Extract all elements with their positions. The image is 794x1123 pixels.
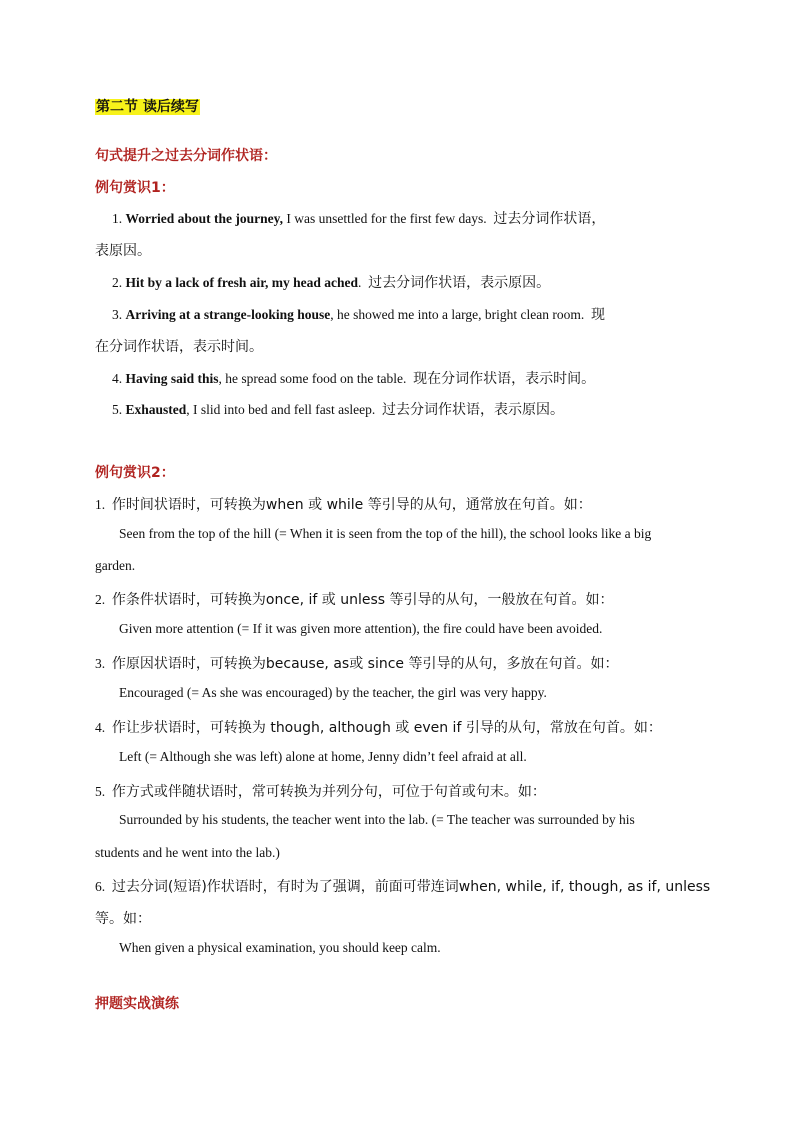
rule-text: 作条件状语时，可转换为once, if 或 unless 等引导的从句，一般放在句首。如： <box>111 592 614 608</box>
rule-text: 过去分词(短语)作状语时，有时为了强调，前面可带连词when, while, if, though, as if, unless <box>111 879 711 895</box>
rule-6 <box>95 876 710 896</box>
item-number: 1. <box>112 211 123 226</box>
example-bold: Exhausted <box>125 402 187 417</box>
rule-number: 5. <box>95 784 106 799</box>
rule-number: 1. <box>95 497 106 512</box>
practice-heading: 押题实战演练 <box>95 996 179 1012</box>
section-title <box>95 96 200 116</box>
example-5-line <box>112 399 564 419</box>
example-2-line <box>112 272 550 292</box>
example-text: , I slid into bed and fell fast asleep. <box>186 402 376 417</box>
example-text: , he spread some food on the table. <box>218 371 407 386</box>
rule-number: 4. <box>95 720 106 735</box>
rule-5-example-cont: students and he went into the lab.) <box>95 845 280 860</box>
rule-1 <box>95 494 592 514</box>
example-bold: Arriving at a strange-looking house <box>125 307 331 322</box>
example-4-line <box>112 368 595 388</box>
appreciation2-heading: 例句赏识2： <box>95 465 175 481</box>
rule-2 <box>95 589 614 609</box>
item-number: 5. <box>112 402 123 417</box>
example-note: 过去分词作状语， <box>493 211 606 227</box>
example-note: 过去分词作状语，表示原因。 <box>368 275 551 291</box>
rule-6-cont: 等。如： <box>95 911 151 927</box>
rule-5 <box>95 781 546 801</box>
rule-number: 6. <box>95 879 106 894</box>
example-3-note-cont: 在分词作状语，表示时间。 <box>95 339 263 355</box>
example-text: I was unsettled for the first few days. <box>283 211 487 226</box>
rule-text: 作时间状语时，可转换为when 或 while 等引导的从句，通常放在句首。如： <box>111 497 592 513</box>
example-bold: Hit by a lack of fresh air, my head ached <box>125 275 359 290</box>
rule-1-example-cont: garden. <box>95 558 136 573</box>
example-note: 现在分词作状语，表示时间。 <box>413 371 596 387</box>
rule-text: 作让步状语时，可转换为 though, although 或 even if 引导的从句，常放在句首。如： <box>111 720 662 736</box>
rule-3 <box>95 653 618 673</box>
example-note: 现 <box>590 307 605 323</box>
section-title-highlight: 第二节 读后续写 <box>96 99 199 115</box>
rule-1-example: Seen from the top of the hill (= When it is seen from the top of the hill), the school looks like a big <box>119 526 652 541</box>
rule-number: 3. <box>95 656 106 671</box>
subheading: 句式提升之过去分词作状语： <box>95 148 277 164</box>
example-1-note-cont: 表原因。 <box>95 243 151 259</box>
rule-text: 作原因状语时，可转换为because, as或 since 等引导的从句，多放在句首。如： <box>111 656 619 672</box>
rule-4 <box>95 717 662 737</box>
rule-6-example: When given a physical examination, you should keep calm. <box>119 940 441 955</box>
example-note: 过去分词作状语，表示原因。 <box>381 402 564 418</box>
rule-text: 作方式或伴随状语时，常可转换为并列分句，可位于句首或句末。如： <box>111 784 546 800</box>
item-number: 4. <box>112 371 123 386</box>
rule-4-example: Left (= Although she was left) alone at home, Jenny didn’t feel afraid at all. <box>119 749 527 764</box>
rule-number: 2. <box>95 592 106 607</box>
rule-2-example: Given more attention (= If it was given more attention), the fire could have been avoided. <box>119 621 603 636</box>
rule-5-example: Surrounded by his students, the teacher went into the lab. (= The teacher was surrounded by his <box>119 812 635 827</box>
example-3-line <box>112 304 605 324</box>
example-1-line <box>112 208 605 228</box>
rule-3-example: Encouraged (= As she was encouraged) by the teacher, the girl was very happy. <box>119 685 547 700</box>
example-bold: Worried about the journey, <box>125 211 283 226</box>
item-number: 2. <box>112 275 123 290</box>
item-number: 3. <box>112 307 123 322</box>
example-text: , he showed me into a large, bright clean room. <box>330 307 585 322</box>
example-text: . <box>358 275 362 290</box>
appreciation1-heading: 例句赏识1： <box>95 180 175 196</box>
example-bold: Having said this <box>125 371 219 386</box>
